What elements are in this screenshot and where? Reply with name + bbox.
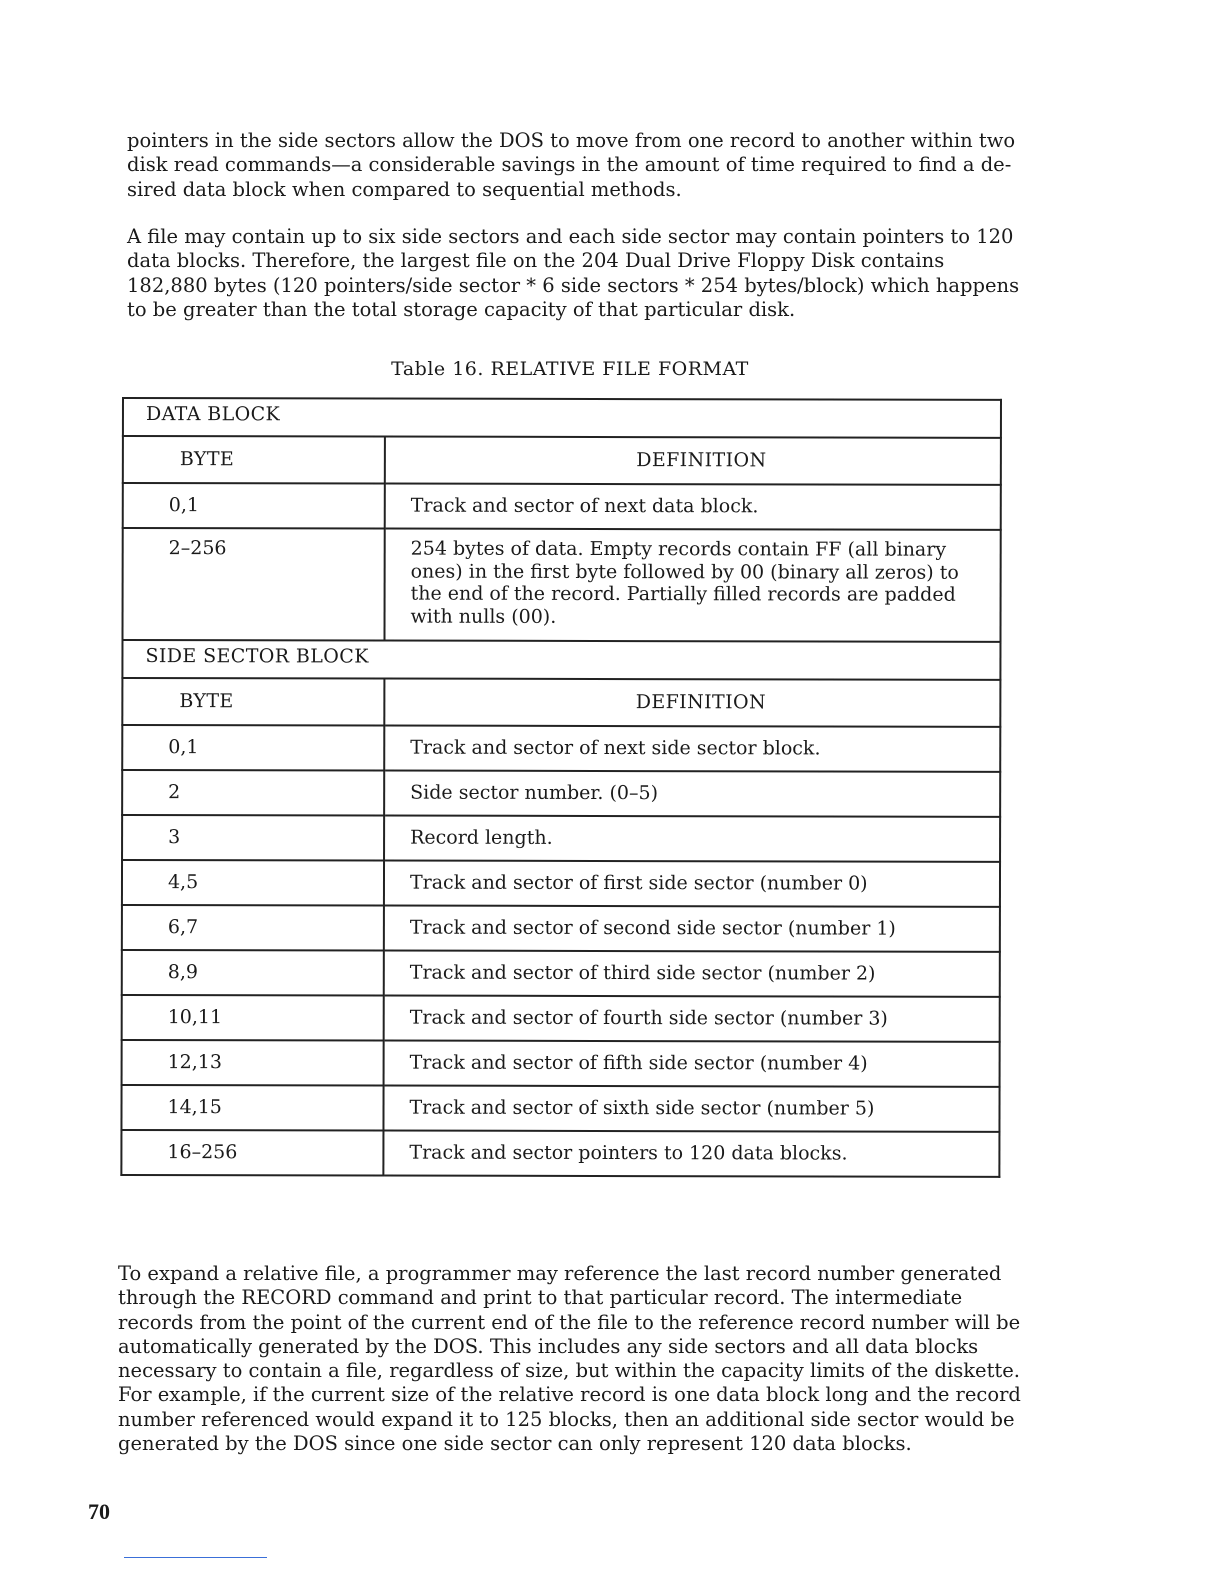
byte-column-header: BYTE (123, 436, 385, 484)
byte-cell: 4,5 (122, 860, 384, 906)
text-line: To expand a relative file, a programmer may reference the last record number generated (118, 1262, 1002, 1285)
text-line: data blocks. Therefore, the largest file on the 204 Dual Drive Floppy Disk contains (127, 249, 945, 273)
table-row (122, 528, 1000, 642)
paragraph-file-size-limits (127, 225, 1019, 322)
byte-cell: 6,7 (122, 905, 384, 951)
text-line: sired data block when compared to sequential methods. (127, 177, 682, 201)
paragraph-expanding-relative-file (118, 1262, 1021, 1456)
table-row (123, 483, 1001, 530)
text-line: For example, if the current size of the relative record is one data block long and the record (118, 1383, 1021, 1407)
text-line: through the RECORD command and print to that particular record. The intermediate (118, 1286, 963, 1310)
relative-file-format-table (120, 397, 1002, 1178)
byte-cell: 8,9 (122, 950, 384, 996)
header-row (122, 678, 1000, 727)
table-row (122, 995, 1000, 1042)
section-row-data-block (123, 398, 1001, 438)
text-line: A file may contain up to six side sectors and each side sector may contain pointers to 120 (127, 225, 1014, 248)
paragraph-side-sector-pointers (127, 129, 1015, 202)
text-line: necessary to contain a file, regardless of size, but within the capacity limits of the diskette. (118, 1359, 1020, 1383)
table-row (121, 1130, 999, 1177)
byte-cell: 12,13 (122, 1040, 384, 1086)
text-line: number referenced would expand it to 125 blocks, then an additional side sector would be (118, 1407, 1015, 1431)
definition-cell: Track and sector of third side sector (number 2) (384, 951, 1000, 997)
table-row (122, 950, 1000, 997)
text-line: records from the point of the current end of the file to the reference record number will be (118, 1310, 1021, 1334)
byte-cell: 0,1 (122, 725, 384, 771)
definition-cell: Track and sector pointers to 120 data blocks. (383, 1131, 999, 1177)
section-title-data-block: DATA BLOCK (123, 398, 1001, 438)
footer-rule (124, 1557, 267, 1558)
byte-cell: 14,15 (121, 1085, 383, 1131)
section-title-side-sector-block: SIDE SECTOR BLOCK (122, 640, 1000, 680)
definition-cell: 254 bytes of data. Empty records contain FF (all binary ones) in the first byte followed by 00 (binary all zeros) to the end of the record. Partially filled records are padded with nulls (00). (384, 529, 1000, 642)
header-row (123, 436, 1001, 485)
definition-cell: Track and sector of second side sector (number 1) (384, 906, 1000, 952)
table-row (122, 1040, 1000, 1087)
text-line: to be greater than the total storage capacity of that particular disk. (127, 297, 796, 321)
definition-cell: Track and sector of sixth side sector (number 5) (383, 1086, 999, 1132)
text-line: pointers in the side sectors allow the DOS to move from one record to another within two (127, 129, 1016, 152)
table-caption: Table 16. RELATIVE FILE FORMAT (391, 358, 749, 380)
definition-column-header: DEFINITION (385, 437, 1001, 485)
definition-cell: Track and sector of next side sector block. (384, 726, 1000, 772)
definition-cell: Track and sector of next data block. (385, 484, 1001, 530)
text-line: 182,880 bytes (120 pointers/side sector * 6 side sectors * 254 bytes/block) which happens (127, 273, 1020, 297)
byte-cell: 2–256 (122, 528, 384, 641)
text-line: automatically generated by the DOS. This includes any side sectors and all data blocks (118, 1334, 979, 1358)
table-row (121, 1085, 999, 1132)
table-row (122, 725, 1000, 772)
definition-cell: Side sector number. (0–5) (384, 771, 1000, 817)
definition-cell: Track and sector of fifth side sector (number 4) (384, 1041, 1000, 1087)
section-row-side-sector-block (122, 640, 1000, 680)
table-row (122, 815, 1000, 862)
table-row (122, 905, 1000, 952)
definition-cell: Track and sector of fourth side sector (number 3) (384, 996, 1000, 1042)
byte-cell: 3 (122, 815, 384, 861)
byte-cell: 10,11 (122, 995, 384, 1041)
text-line: disk read commands—a considerable savings in the amount of time required to find a de- (127, 153, 1012, 177)
byte-column-header: BYTE (122, 678, 384, 726)
byte-cell: 0,1 (123, 483, 385, 529)
definition-cell: Track and sector of first side sector (number 0) (384, 861, 1000, 907)
text-line: generated by the DOS since one side sector can only represent 120 data blocks. (118, 1432, 912, 1456)
definition-column-header: DEFINITION (384, 679, 1000, 727)
byte-cell: 16–256 (121, 1130, 383, 1176)
table-row (122, 770, 1000, 817)
byte-cell: 2 (122, 770, 384, 816)
page-number: 70 (88, 1499, 110, 1524)
definition-cell: Record length. (384, 816, 1000, 862)
table-row (122, 860, 1000, 907)
